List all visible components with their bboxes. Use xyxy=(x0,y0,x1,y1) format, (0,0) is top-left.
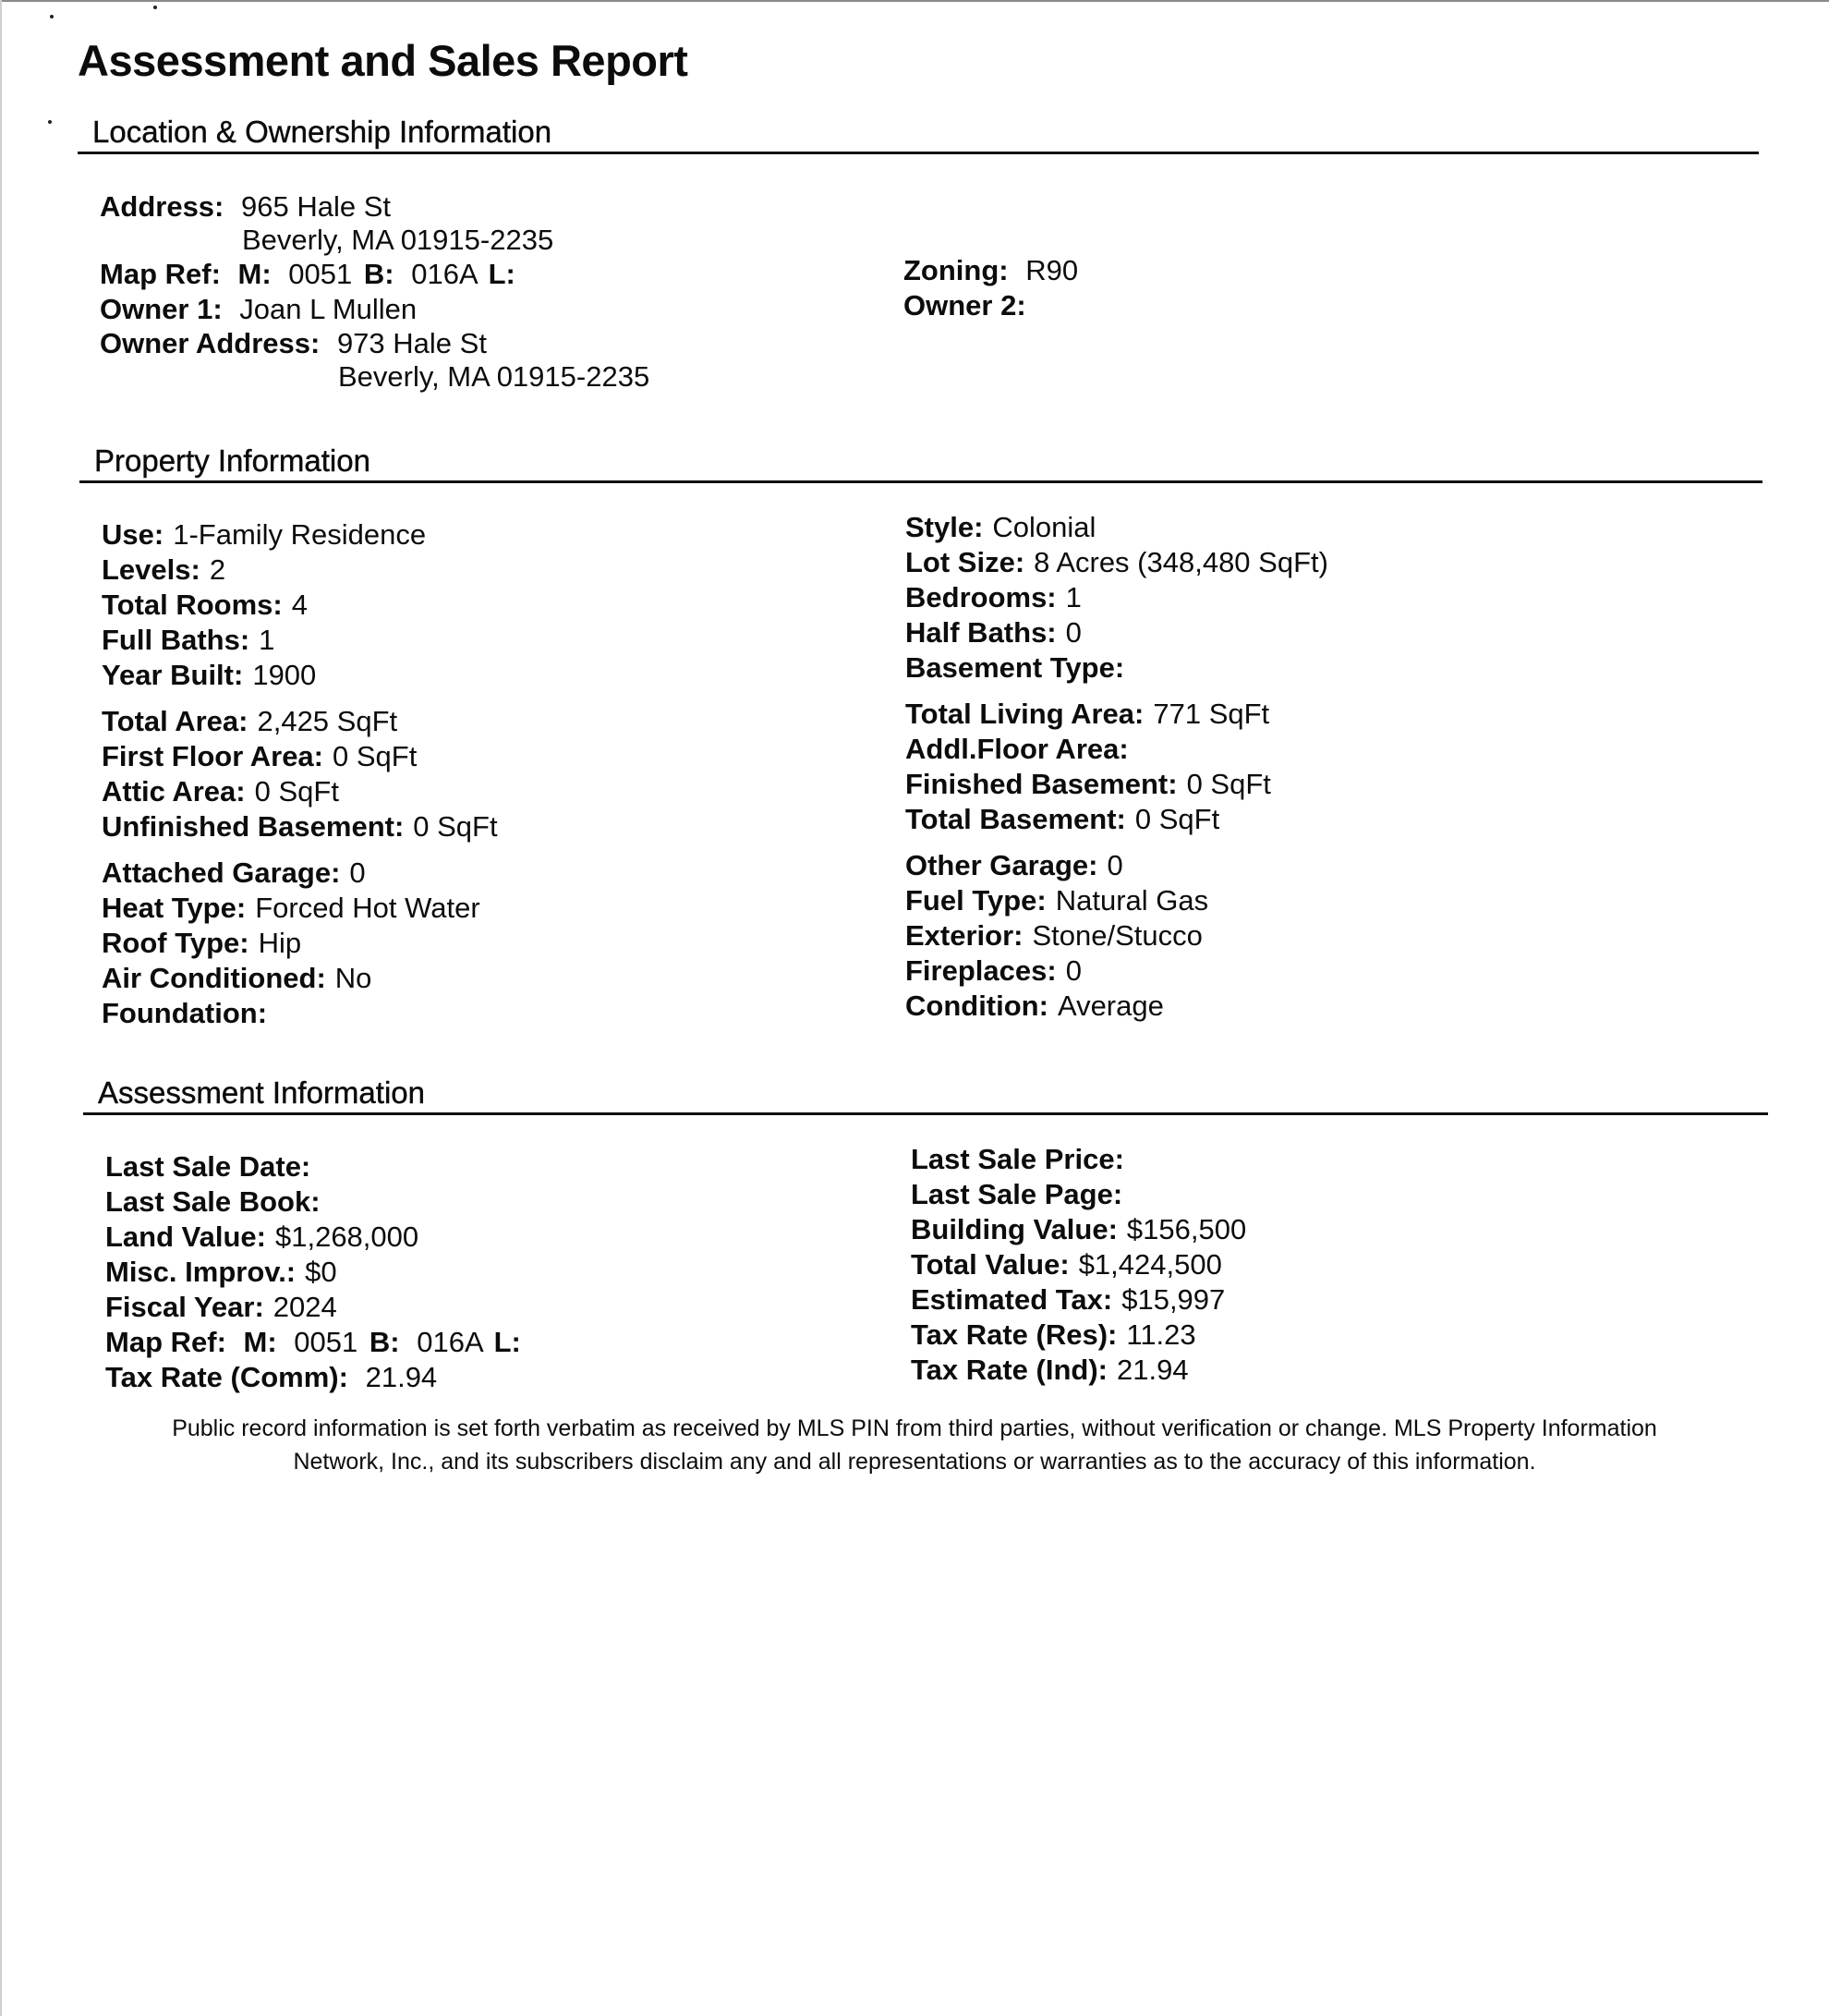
owner2-label: Owner 2: xyxy=(903,289,1026,322)
owner-address-line2: Beverly, MA 01915-2235 xyxy=(338,360,650,393)
total-area-value: 2,425 SqFt xyxy=(257,705,398,737)
last-sale-book-label: Last Sale Book: xyxy=(105,1185,321,1218)
owner-address-label: Owner Address: xyxy=(100,327,321,359)
bedrooms-value: 1 xyxy=(1065,581,1082,613)
last-sale-price-label: Last Sale Price: xyxy=(911,1143,1124,1175)
report-title: Assessment and Sales Report xyxy=(78,36,688,85)
mapref-b-label: B: xyxy=(363,258,394,290)
estimated-tax-value: $15,997 xyxy=(1121,1283,1226,1316)
total-rooms-row xyxy=(102,588,498,623)
scan-left-edge xyxy=(0,0,2,2016)
location-divider xyxy=(78,152,1759,154)
addl-floor-area-label: Addl.Floor Area: xyxy=(905,733,1129,765)
fireplaces-row xyxy=(905,953,1328,989)
tax-rate-res-row xyxy=(911,1318,1246,1353)
full-baths-label: Full Baths: xyxy=(102,624,250,656)
location-right-column xyxy=(903,253,1078,323)
heat-type-label: Heat Type: xyxy=(102,892,247,924)
roof-type-label: Roof Type: xyxy=(102,927,249,959)
air-conditioned-row xyxy=(102,961,498,996)
building-value-row xyxy=(911,1212,1246,1247)
last-sale-book-row xyxy=(105,1184,521,1220)
bedrooms-label: Bedrooms: xyxy=(905,581,1057,613)
style-row xyxy=(905,510,1328,545)
assessment-mapref-b-value: 016A xyxy=(417,1326,482,1358)
fiscal-year-value: 2024 xyxy=(273,1291,337,1323)
property-divider xyxy=(79,480,1762,483)
tax-rate-ind-label: Tax Rate (Ind): xyxy=(911,1354,1108,1386)
basement-type-label: Basement Type: xyxy=(905,651,1125,684)
estimated-tax-row xyxy=(911,1282,1246,1318)
owner1-row xyxy=(100,292,649,327)
property-right-column xyxy=(905,510,1328,1024)
total-area-row xyxy=(102,704,498,739)
assessment-divider xyxy=(83,1112,1768,1115)
fireplaces-label: Fireplaces: xyxy=(905,954,1057,987)
other-garage-label: Other Garage: xyxy=(905,849,1098,881)
tax-rate-comm-label: Tax Rate (Comm): xyxy=(105,1361,348,1393)
zoning-row xyxy=(903,253,1078,288)
condition-row xyxy=(905,989,1328,1024)
levels-row xyxy=(102,553,498,588)
zoning-label: Zoning: xyxy=(903,254,1009,286)
property-heading: Property Information xyxy=(94,443,370,478)
address-label: Address: xyxy=(100,190,224,223)
tax-rate-res-value: 11.23 xyxy=(1126,1318,1196,1351)
lot-size-label: Lot Size: xyxy=(905,546,1025,578)
total-basement-row xyxy=(905,802,1328,837)
address-row xyxy=(100,190,649,224)
total-value-value: $1,424,500 xyxy=(1078,1248,1222,1281)
exterior-label: Exterior: xyxy=(905,919,1024,952)
heat-type-row xyxy=(102,891,498,926)
owner1-label: Owner 1: xyxy=(100,293,223,325)
first-floor-area-row xyxy=(102,739,498,774)
land-value-label: Land Value: xyxy=(105,1221,266,1253)
owner-address-line1: 973 Hale St xyxy=(336,327,487,359)
use-value: 1-Family Residence xyxy=(173,518,427,551)
scan-speck xyxy=(48,120,52,124)
attached-garage-label: Attached Garage: xyxy=(102,856,341,889)
tax-rate-ind-value: 21.94 xyxy=(1117,1354,1189,1386)
scan-speck xyxy=(50,15,54,18)
lot-size-value: 8 Acres (348,480 SqFt) xyxy=(1034,546,1328,578)
last-sale-page-label: Last Sale Page: xyxy=(911,1178,1123,1210)
exterior-row xyxy=(905,918,1328,953)
assessment-mapref-m-value: 0051 xyxy=(294,1326,358,1358)
year-built-value: 1900 xyxy=(252,659,317,691)
assessment-heading: Assessment Information xyxy=(98,1075,425,1110)
tax-rate-ind-row xyxy=(911,1353,1246,1388)
total-living-area-label: Total Living Area: xyxy=(905,698,1145,730)
zoning-value: R90 xyxy=(1025,254,1079,286)
air-conditioned-label: Air Conditioned: xyxy=(102,962,326,994)
tax-rate-comm-row xyxy=(105,1360,521,1395)
owner-address-row xyxy=(100,327,649,360)
fuel-type-value: Natural Gas xyxy=(1055,884,1209,917)
last-sale-date-label: Last Sale Date: xyxy=(105,1150,311,1183)
assessment-mapref-l-label: L: xyxy=(493,1326,521,1358)
first-floor-area-label: First Floor Area: xyxy=(102,740,323,772)
disclaimer-line2: Network, Inc., and its subscribers disclaim any and all representations or warranties as to the accuracy of this information. xyxy=(293,1449,1536,1475)
owner1-value: Joan L Mullen xyxy=(239,293,418,325)
roof-type-value: Hip xyxy=(258,927,302,959)
condition-label: Condition: xyxy=(905,990,1048,1022)
foundation-label: Foundation: xyxy=(102,997,268,1029)
building-value-value: $156,500 xyxy=(1126,1213,1247,1245)
mapref-row xyxy=(100,257,649,292)
half-baths-row xyxy=(905,615,1328,650)
total-basement-value: 0 SqFt xyxy=(1134,803,1220,835)
year-built-row xyxy=(102,658,498,693)
levels-label: Levels: xyxy=(102,553,200,586)
misc-improv-label: Misc. Improv.: xyxy=(105,1256,297,1288)
levels-value: 2 xyxy=(209,553,226,586)
total-area-label: Total Area: xyxy=(102,705,248,737)
tax-rate-res-label: Tax Rate (Res): xyxy=(911,1318,1118,1351)
total-basement-label: Total Basement: xyxy=(905,803,1126,835)
estimated-tax-label: Estimated Tax: xyxy=(911,1283,1113,1316)
exterior-value: Stone/Stucco xyxy=(1032,919,1203,952)
style-label: Style: xyxy=(905,511,984,543)
tax-rate-comm-value: 21.94 xyxy=(365,1361,438,1393)
total-living-area-row xyxy=(905,697,1328,732)
year-built-label: Year Built: xyxy=(102,659,244,691)
disclaimer xyxy=(139,1412,1690,1478)
fuel-type-row xyxy=(905,883,1328,918)
scan-speck xyxy=(153,6,157,9)
mapref-m-label: M: xyxy=(237,258,272,290)
assessment-left-column xyxy=(105,1149,521,1395)
attic-area-value: 0 SqFt xyxy=(254,775,339,808)
attic-area-row xyxy=(102,774,498,809)
total-rooms-value: 4 xyxy=(291,589,308,621)
fuel-type-label: Fuel Type: xyxy=(905,884,1047,917)
assessment-right-column xyxy=(911,1142,1246,1388)
basement-type-row xyxy=(905,650,1328,686)
disclaimer-line1: Public record information is set forth verbatim as received by MLS PIN from third parties, without verification or change. MLS Property Information xyxy=(172,1415,1657,1441)
unfinished-basement-row xyxy=(102,809,498,844)
lot-size-row xyxy=(905,545,1328,580)
attached-garage-row xyxy=(102,856,498,891)
roof-type-row xyxy=(102,926,498,961)
property-left-column xyxy=(102,517,498,1031)
full-baths-value: 1 xyxy=(259,624,275,656)
unfinished-basement-label: Unfinished Basement: xyxy=(102,810,405,843)
finished-basement-row xyxy=(905,767,1328,802)
misc-improv-row xyxy=(105,1255,521,1290)
address-line1: 965 Hale St xyxy=(241,190,391,223)
other-garage-value: 0 xyxy=(1107,849,1123,881)
mapref-b-value: 016A xyxy=(411,258,477,290)
location-heading: Location & Ownership Information xyxy=(92,115,552,149)
mapref-l-label: L: xyxy=(488,258,515,290)
land-value-value: $1,268,000 xyxy=(274,1221,419,1253)
bedrooms-row xyxy=(905,580,1328,615)
fireplaces-value: 0 xyxy=(1065,954,1082,987)
half-baths-value: 0 xyxy=(1065,616,1082,649)
heat-type-value: Forced Hot Water xyxy=(255,892,480,924)
mapref-m-value: 0051 xyxy=(288,258,353,290)
use-row xyxy=(102,517,498,553)
misc-improv-value: $0 xyxy=(305,1256,337,1288)
scan-top-edge xyxy=(0,0,1829,2)
last-sale-date-row xyxy=(105,1149,521,1184)
attached-garage-value: 0 xyxy=(349,856,366,889)
foundation-row xyxy=(102,996,498,1031)
land-value-row xyxy=(105,1220,521,1255)
mapref-label: Map Ref: xyxy=(100,258,221,290)
location-left-column xyxy=(100,190,649,394)
fiscal-year-row xyxy=(105,1290,521,1325)
air-conditioned-value: No xyxy=(334,962,372,994)
fiscal-year-label: Fiscal Year: xyxy=(105,1291,264,1323)
style-value: Colonial xyxy=(992,511,1096,543)
total-value-label: Total Value: xyxy=(911,1248,1070,1281)
assessment-mapref-m-label: M: xyxy=(243,1326,277,1358)
use-label: Use: xyxy=(102,518,164,551)
assessment-mapref-b-label: B: xyxy=(369,1326,400,1358)
address-line2: Beverly, MA 01915-2235 xyxy=(242,224,554,256)
building-value-label: Building Value: xyxy=(911,1213,1118,1245)
addl-floor-area-row xyxy=(905,732,1328,767)
total-living-area-value: 771 SqFt xyxy=(1153,698,1270,730)
last-sale-page-row xyxy=(911,1177,1246,1212)
assessment-mapref-row xyxy=(105,1325,521,1360)
finished-basement-label: Finished Basement: xyxy=(905,768,1178,800)
condition-value: Average xyxy=(1057,990,1164,1022)
assessment-left-rows xyxy=(105,1149,521,1325)
last-sale-price-row xyxy=(911,1142,1246,1177)
attic-area-label: Attic Area: xyxy=(102,775,246,808)
full-baths-row xyxy=(102,623,498,658)
total-value-row xyxy=(911,1247,1246,1282)
total-rooms-label: Total Rooms: xyxy=(102,589,283,621)
first-floor-area-value: 0 SqFt xyxy=(333,740,418,772)
half-baths-label: Half Baths: xyxy=(905,616,1057,649)
other-garage-row xyxy=(905,848,1328,883)
unfinished-basement-value: 0 SqFt xyxy=(413,810,498,843)
finished-basement-value: 0 SqFt xyxy=(1186,768,1271,800)
assessment-mapref-label: Map Ref: xyxy=(105,1326,226,1358)
owner2-row xyxy=(903,288,1078,323)
